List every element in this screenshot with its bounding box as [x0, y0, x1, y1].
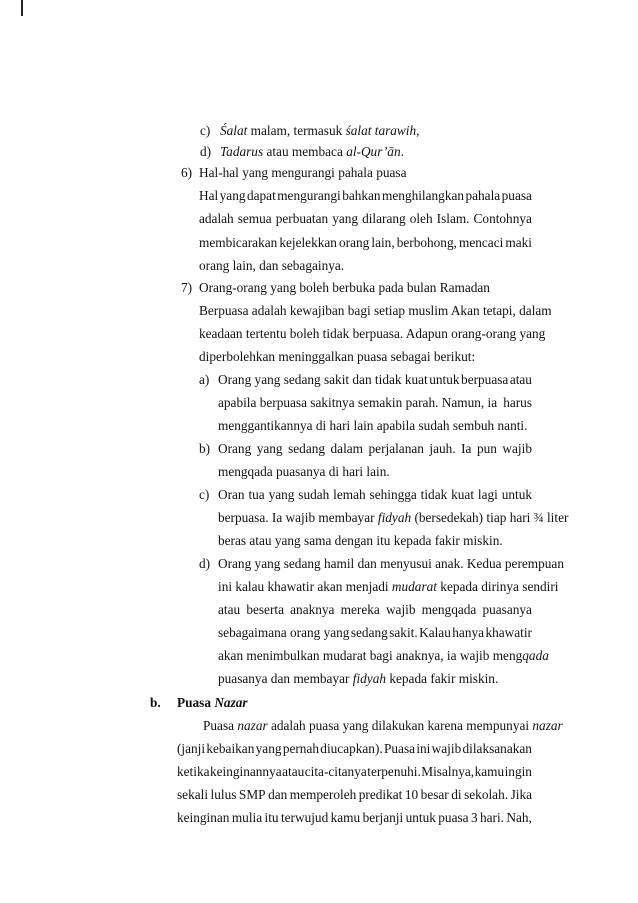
list-marker: c) — [199, 487, 210, 502]
list-item-line: atau beserta anaknya mereka wajib mengqada puasanya — [218, 602, 532, 617]
section-marker: 6) — [181, 165, 193, 180]
paragraph-line: ketika keinginannya atau cita-citanya terpenuhi. Misalnya, kamu ingin — [177, 764, 532, 779]
list-item-line: Orang yang sedang dalam perjalanan jauh. Ia pun wajib — [218, 441, 532, 456]
paragraph-line: diperbolehkan meninggalkan puasa sebagai berikut: — [199, 349, 476, 364]
list-item-line: beras atau yang sama dengan itu kepada fakir miskin. — [218, 533, 503, 548]
list-item-line: menggantikannya di hari lain apabila sudah sembuh nanti. — [218, 418, 528, 433]
list-item-line: Orang yang sedang hamil dan menyusui anak. Kedua perempuan — [218, 556, 564, 571]
section-heading: Puasa Nazar — [177, 695, 248, 710]
paragraph-line: keadaan tertentu boleh tidak berpuasa. Adapun orang-orang yang — [199, 326, 546, 341]
list-item-line: ini kalau khawatir akan menjadi mudarat kepada dirinya sendiri — [218, 579, 559, 594]
heading-marker: b. — [150, 695, 161, 710]
paragraph-line: sekali lulus SMP dan memperoleh predikat 10 besar di sekolah. Jika — [177, 787, 532, 802]
list-item-line: apabila berpuasa sakitnya semakin parah. Namun, ia harus — [218, 395, 532, 410]
list-item-line: Orang yang sedang sakit dan tidak kuat untuk berpuasa atau — [218, 372, 532, 387]
list-item-line: sebagaimana orang yang sedang sakit. Kalau hanya khawatir — [218, 625, 532, 640]
paragraph-line: Hal yang dapat mengurangi bahkan menghilangkan pahala puasa — [199, 188, 532, 203]
section-marker: 7) — [181, 280, 193, 295]
paragraph-line: adalah semua perbuatan yang dilarang oleh Islam. Contohnya — [199, 211, 532, 226]
list-item-line: Oran tua yang sudah lemah sehingga tidak kuat lagi untuk — [218, 487, 532, 502]
section-title: Hal-hal yang mengurangi pahala puasa — [199, 165, 407, 180]
paragraph-line: orang lain, dan sebagainya. — [199, 258, 345, 273]
list-item-line: mengqada puasanya di hari lain. — [218, 464, 390, 479]
list-marker: d) — [200, 144, 212, 159]
paragraph-line: Berpuasa adalah kewajiban bagi setiap muslim Akan tetapi, dalam — [199, 303, 552, 318]
list-marker: c) — [200, 123, 211, 138]
paragraph-line: Puasa nazar adalah puasa yang dilakukan karena mempunyai nazar — [203, 718, 563, 733]
list-marker: b) — [199, 441, 211, 456]
list-item: Śalat malam, termasuk śalat tarawih, — [220, 123, 420, 138]
list-item-line: puasanya dan membayar fidyah kepada fakir miskin. — [218, 671, 499, 686]
section-title: Orang-orang yang boleh berbuka pada bulan Ramadan — [199, 280, 490, 295]
list-marker: d) — [199, 556, 211, 571]
text-cursor — [21, 0, 23, 16]
list-marker: a) — [199, 372, 210, 387]
list-item-line: akan menimbulkan mudarat bagi anaknya, ia wajib mengqada — [218, 648, 549, 663]
paragraph-line: membicarakan kejelekkan orang lain, berbohong, mencaci maki — [199, 235, 532, 250]
paragraph-line: (janji kebaikan yang pernah diucapkan). Puasa ini wajib dilaksanakan — [177, 741, 532, 756]
list-item: Tadarus atau membaca al-Qur’ān. — [220, 144, 404, 159]
paragraph-line: keinginan mulia itu terwujud kamu berjanji untuk puasa 3 hari. Nah, — [177, 810, 532, 825]
list-item-line: berpuasa. Ia wajib membayar fidyah (bersedekah) tiap hari ¾ liter — [218, 510, 569, 525]
